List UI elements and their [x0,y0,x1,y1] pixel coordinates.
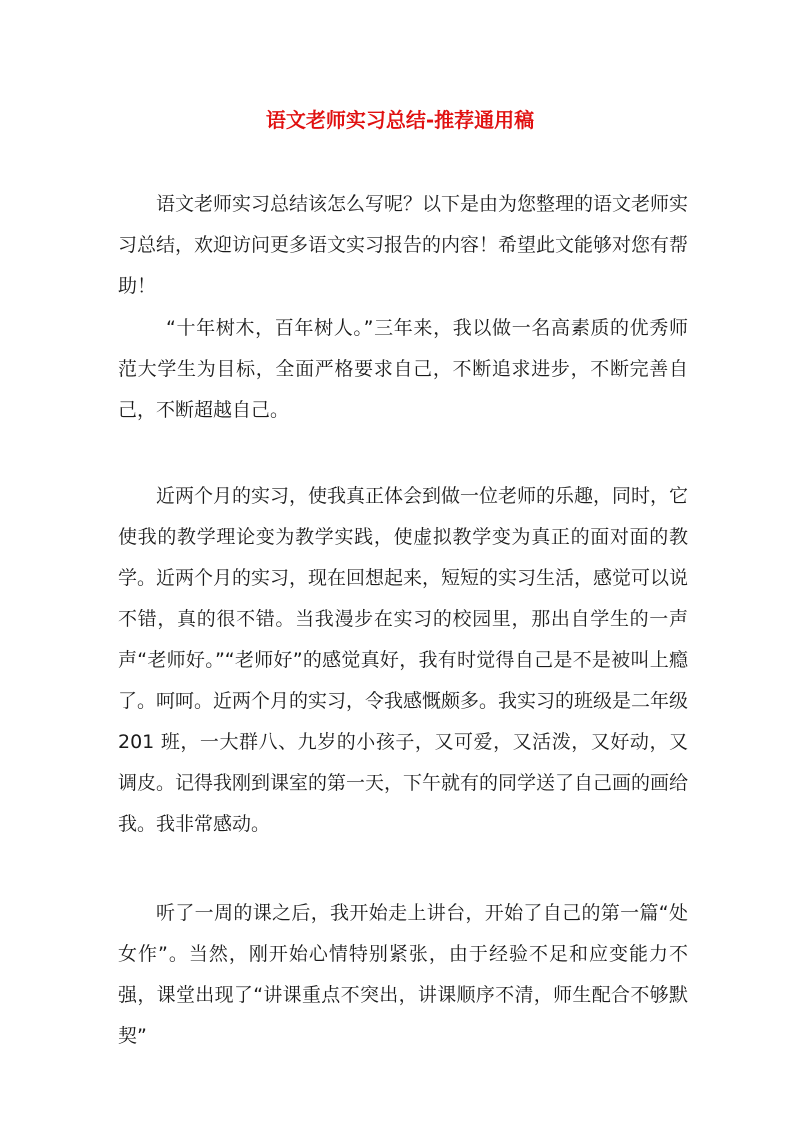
paragraph-first-lesson: 听了一周的课之后，我开始走上讲台，开始了自己的第一篇“处女作”。当然，刚开始心情特别紧张，由于经验不足和应变能力不强，课堂出现了“讲课重点不突出，讲课顺序不清，师生配合不够默契” [118,902,688,1047]
paragraph-quote: “十年树木，百年树人。”三年来，我以做一名高素质的优秀师范大学生为目标，全面严格要求自己，不断追求进步，不断完善自己，不断超越自己。 [118,317,688,421]
paragraph-intro: 语文老师实习总结该怎么写呢？以下是由为您整理的语文老师实习总结，欢迎访问更多语文实习报告的内容！希望此文能够对您有帮助！ [118,193,689,297]
document-title: 语文老师实习总结-推荐通用稿 [265,108,535,132]
paragraph-internship-experience: 近两个月的实习，使我真正体会到做一位老师的乐趣，同时，它使我的教学理论变为教学实践，使虚拟教学变为真正的面对面的教学。近两个月的实习，现在回想起来，短短的实习生活，感觉可以说不错，真的很不错。当我漫步在实习的校园里，那出自学生的一声声“老师好。”“老师好”的感觉真好，我有时觉得自己是不是被叫上瘾了。呵呵。近两个月的实习，令我感慨颇多。我实习的班级是二年级 201 班，一大群八、九岁的小孩子，又可爱，又活泼，又好动，又调皮。记得我刚到课室的第一天，下午就有的同学送了自己画的画给我。我非常感动。 [118,485,689,835]
